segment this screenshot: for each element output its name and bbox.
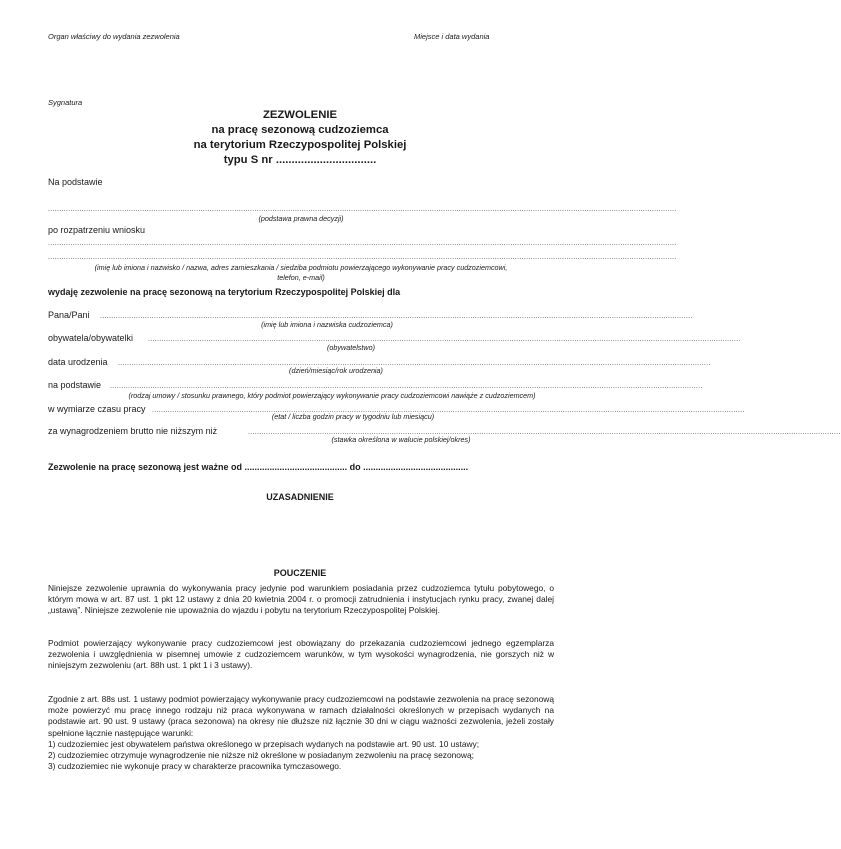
condition-item-3: 3) cudzoziemiec nie wykonuje pracy w charakterze pracownika tymczasowego. — [48, 761, 342, 771]
field-citizenship-label: obywatela/obywatelki — [48, 333, 134, 343]
instruction-paragraph-3: Zgodnie z art. 88s ust. 1 ustawy podmiot powierzający wykonywanie pracy cudzoziemcowi na podstawie zezwolenia na pracę sezonową może powierzyć mu pracę innego rodzaju niż praca wykonywana w ramach działalności określonych w przepisach wydanych na podstawie art. 90 ust. 9 ustawy (praca sezonowa) na okresy nie dłuższe niż łącznie 30 dni w ciągu ważności zezwolenia, jeżeli zostały spełnione łącznie następujące warunki: — [48, 694, 554, 738]
application-dotted-line-2[interactable]: ........................................................................................................................................................................................................................................................................................ — [48, 254, 677, 261]
field-contract-caption: (rodzaj umowy / stosunku prawnego, który podmiot powierzający wykonywanie pracy cudzoziemcowi nawiąże z cudzoziemcem) — [128, 391, 536, 400]
application-caption-1: (imię lub imiona i nazwisko / nazwa, adres zamieszkania / siedziba podmiotu powierzającego wykonywanie pracy cudzoziemcowi, — [94, 263, 508, 272]
field-contract-label: na podstawie — [48, 380, 102, 390]
field-salary-line[interactable]: ........................................................................................................................................................................................................................................................................ — [248, 429, 841, 436]
instruction-heading: POUCZENIE — [273, 568, 327, 578]
field-worktime-caption: (etat / liczba godzin pracy w tygodniu lub miesiącu) — [271, 412, 435, 421]
issue-statement: wydaję zezwolenie na pracę sezonową na terytorium Rzeczypospolitej Polskiej dla — [48, 287, 401, 297]
document-title — [0, 108, 600, 168]
signature-label: Sygnatura — [48, 98, 83, 107]
basis-dotted-line[interactable]: ........................................................................................................................................................................................................................................................................................ — [48, 206, 677, 213]
justification-heading: UZASADNIENIE — [266, 492, 334, 502]
application-caption-2: telefon, e-mail) — [277, 273, 325, 282]
issuing-authority-label: Organ właściwy do wydania zezwolenia — [48, 32, 180, 41]
basis-label: Na podstawie — [48, 177, 103, 187]
application-dotted-line-1[interactable]: ........................................................................................................................................................................................................................................................................................ — [48, 240, 677, 247]
field-name-line[interactable]: ........................................................................................................................................................................................................................................................................ — [100, 313, 693, 320]
field-salary-label: za wynagrodzeniem brutto nie niższym niż — [48, 426, 218, 436]
place-date-label: Miejsce i data wydania — [414, 32, 490, 41]
condition-item-1: 1) cudzoziemiec jest obywatelem państwa określonego w przepisach wydanych na podstawie art. 90 ust. 10 ustawy; — [48, 739, 480, 749]
field-name-caption: (imię lub imiona i nazwiska cudzoziemca) — [261, 320, 393, 329]
field-citizenship-line[interactable]: ........................................................................................................................................................................................................................................................................ — [148, 336, 741, 343]
instruction-paragraph-2: Podmiot powierzający wykonywanie pracy cudzoziemcowi jest obowiązany do przekazania cudzoziemcowi jednego egzemplarza zezwolenia i uwzględnienia w pisemnej umowie z cudzoziemcem warunków, w tym wysokości wynagrodzenia, nie gorszych niż w niniejszym zezwoleniu (art. 88h ust. 1 pkt 1 i 3 ustawy). — [48, 638, 554, 671]
field-worktime-line[interactable]: ........................................................................................................................................................................................................................................................................ — [152, 407, 745, 414]
field-salary-caption: (stawka określona w walucie polskiej/okres) — [331, 435, 471, 444]
title-line-1: ZEZWOLENIE — [262, 109, 338, 121]
title-line-4: typu S nr ................................ — [223, 154, 377, 166]
field-worktime-label: w wymiarze czasu pracy — [48, 404, 146, 414]
title-line-2: na pracę sezonową cudzoziemca — [211, 124, 389, 136]
field-birthdate-line[interactable]: ........................................................................................................................................................................................................................................................................ — [118, 360, 711, 367]
condition-item-2: 2) cudzoziemiec otrzymuje wynagrodzenie nie niższe niż określone w posiadanym zezwoleniu na pracę sezonową; — [48, 750, 474, 760]
field-citizenship-caption: (obywatelstwo) — [327, 343, 375, 352]
title-line-3: na terytorium Rzeczypospolitej Polskiej — [193, 139, 407, 151]
validity-period[interactable]: Zezwolenie na pracę sezonową jest ważne od ......................................... do .......................................... — [48, 462, 469, 472]
field-contract-line[interactable]: ........................................................................................................................................................................................................................................................................ — [110, 383, 703, 390]
application-label: po rozpatrzeniu wniosku — [48, 225, 146, 235]
basis-caption: (podstawa prawna decyzji) — [258, 214, 344, 223]
field-name-label: Pana/Pani — [48, 310, 90, 320]
instruction-paragraph-1: Niniejsze zezwolenie uprawnia do wykonywania pracy jedynie pod warunkiem posiadania przez cudzoziemca tytułu pobytowego, o którym mowa w art. 87 ust. 1 pkt 12 ustawy z dnia 20 kwietnia 2004 r. o promocji zatrudnienia i instytucjach rynku pracy, zwanej dalej „ustawą”. Niniejsze zezwolenie nie upoważnia do wjazdu i pobytu na terytorium Rzeczypospolitej Polskiej. — [48, 583, 554, 616]
field-birthdate-label: data urodzenia — [48, 357, 108, 367]
field-birthdate-caption: (dzień/miesiąc/rok urodzenia) — [289, 366, 383, 375]
